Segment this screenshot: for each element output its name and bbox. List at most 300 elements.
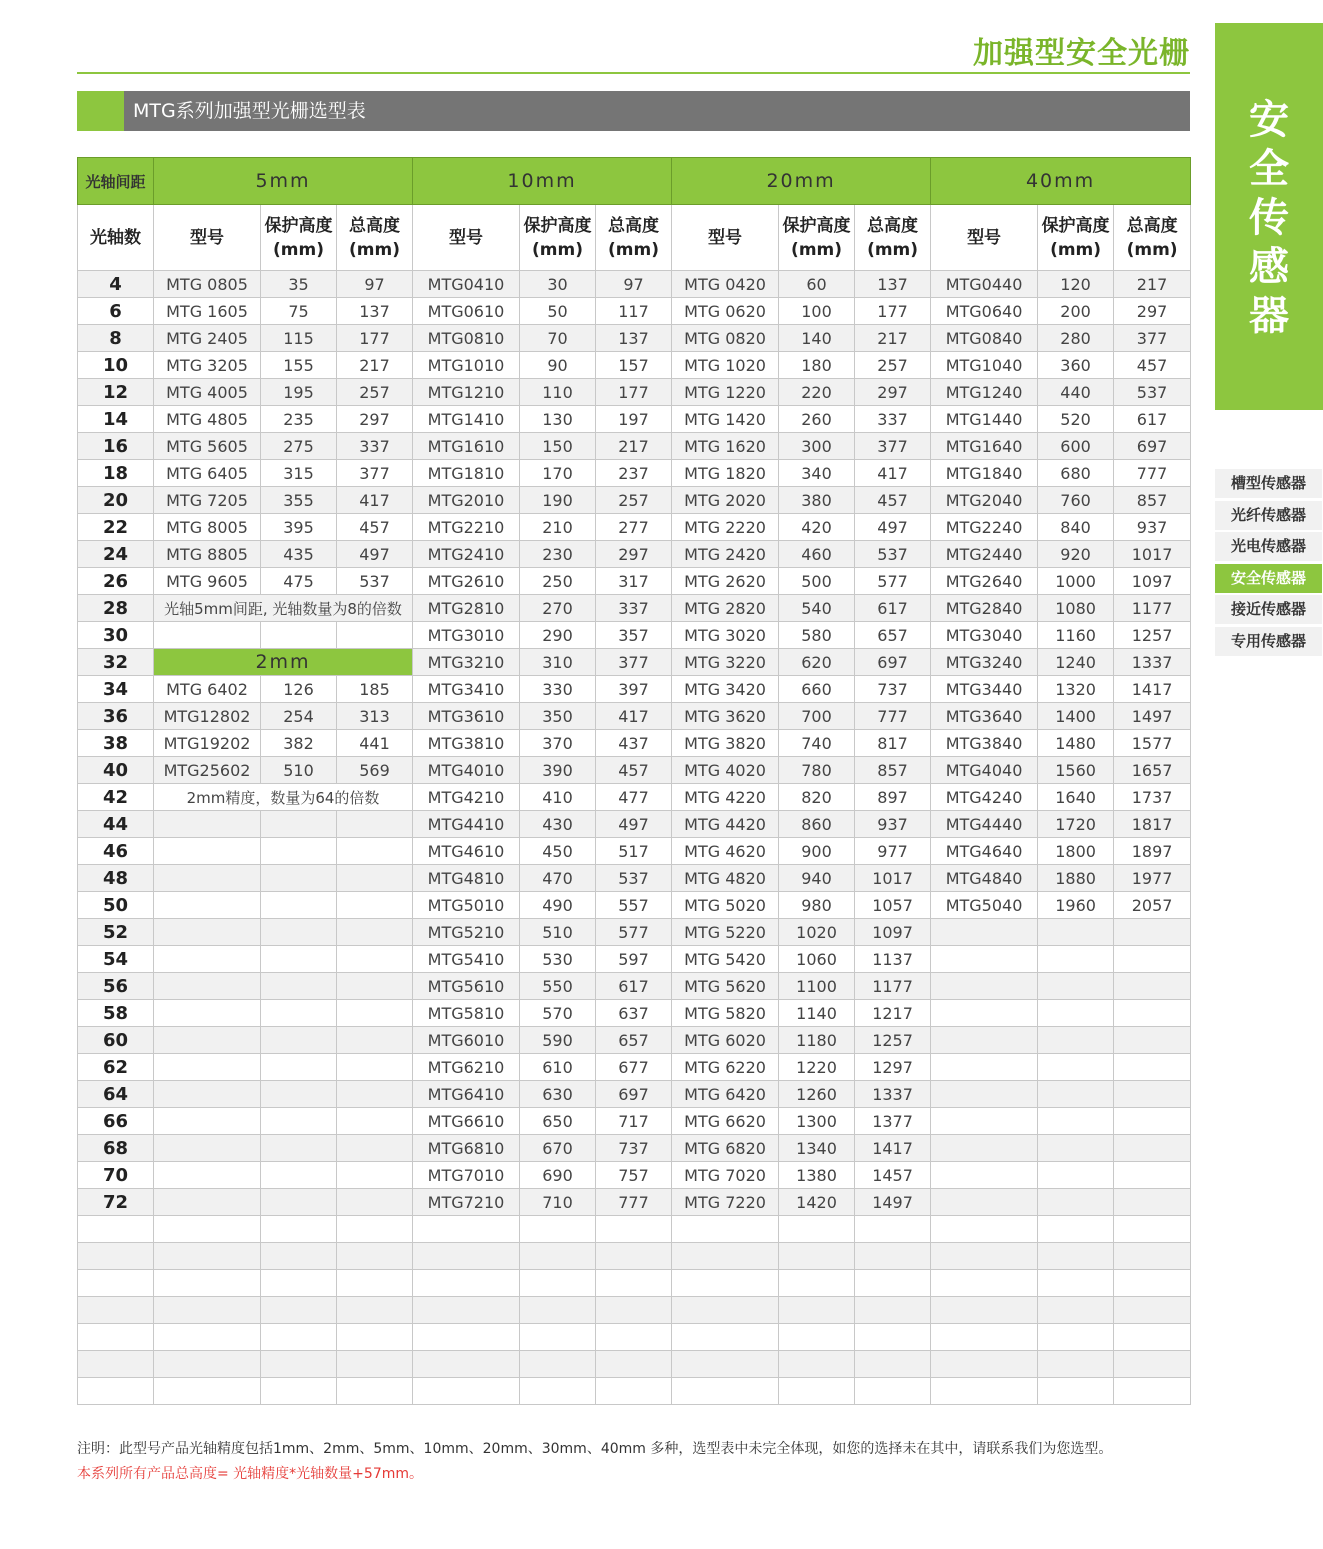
protect-height-cell: 580 xyxy=(779,622,855,649)
axis-count: 36 xyxy=(78,703,154,730)
empty-cell xyxy=(931,1054,1038,1081)
table-row xyxy=(78,649,1191,676)
protect-height-cell: 50 xyxy=(520,298,596,325)
axis-count: 44 xyxy=(78,811,154,838)
total-height-cell: 297 xyxy=(596,541,672,568)
empty-cell xyxy=(154,1378,261,1405)
model-cell: MTG12802 xyxy=(154,703,261,730)
empty-cell xyxy=(261,1324,337,1351)
total-height-cell: 177 xyxy=(855,298,931,325)
protect-height-cell: 1960 xyxy=(1038,892,1114,919)
model-cell: MTG6210 xyxy=(413,1054,520,1081)
model-cell: MTG0810 xyxy=(413,325,520,352)
table-row xyxy=(78,838,1191,865)
total-height-cell: 1377 xyxy=(855,1108,931,1135)
total-height-cell: 1417 xyxy=(1114,676,1191,703)
empty-cell xyxy=(78,1243,154,1270)
total-height-cell: 117 xyxy=(596,298,672,325)
total-height-cell: 777 xyxy=(855,703,931,730)
empty-cell xyxy=(931,1189,1038,1216)
model-cell: MTG1410 xyxy=(413,406,520,433)
empty-cell xyxy=(1114,1324,1191,1351)
axis-count: 28 xyxy=(78,595,154,622)
empty-cell xyxy=(154,1270,261,1297)
axis-count: 66 xyxy=(78,1108,154,1135)
side-char-0: 安 xyxy=(1249,97,1289,143)
model-cell: MTG 6420 xyxy=(672,1081,779,1108)
total-height-cell: 137 xyxy=(596,325,672,352)
protect-height-cell: 130 xyxy=(520,406,596,433)
empty-cell xyxy=(337,1162,413,1189)
empty-cell xyxy=(672,1297,779,1324)
empty-cell xyxy=(261,1351,337,1378)
empty-cell xyxy=(261,946,337,973)
model-cell: MTG 7020 xyxy=(672,1162,779,1189)
protect-height-cell: 510 xyxy=(261,757,337,784)
total-height-cell: 457 xyxy=(337,514,413,541)
empty-cell xyxy=(154,1000,261,1027)
nav-item-4[interactable]: 接近传感器 xyxy=(1215,595,1322,624)
empty-cell xyxy=(596,1270,672,1297)
protect-height-cell: 440 xyxy=(1038,379,1114,406)
total-height-cell: 1297 xyxy=(855,1054,931,1081)
model-cell: MTG2240 xyxy=(931,514,1038,541)
model-cell: MTG6810 xyxy=(413,1135,520,1162)
empty-cell xyxy=(261,865,337,892)
empty-cell xyxy=(154,865,261,892)
protect-height-cell: 390 xyxy=(520,757,596,784)
protect-height-cell: 230 xyxy=(520,541,596,568)
model-cell: MTG3640 xyxy=(931,703,1038,730)
empty-cell xyxy=(261,973,337,1000)
empty-cell xyxy=(931,1135,1038,1162)
empty-cell xyxy=(261,1378,337,1405)
protect-height-cell: 410 xyxy=(520,784,596,811)
nav-item-1[interactable]: 光纤传感器 xyxy=(1215,501,1322,530)
empty-cell xyxy=(337,811,413,838)
model-cell: MTG 4220 xyxy=(672,784,779,811)
protect-height-cell: 250 xyxy=(520,568,596,595)
model-cell: MTG 6020 xyxy=(672,1027,779,1054)
group-header-row xyxy=(78,158,1191,205)
section-accent xyxy=(77,91,124,131)
protect-height-cell: 940 xyxy=(779,865,855,892)
protect-height-cell: 980 xyxy=(779,892,855,919)
model-cell: MTG 5220 xyxy=(672,919,779,946)
empty-cell xyxy=(931,1351,1038,1378)
protect-height-cell: 900 xyxy=(779,838,855,865)
empty-cell xyxy=(261,1270,337,1297)
model-cell: MTG 1420 xyxy=(672,406,779,433)
empty-row xyxy=(78,1216,1191,1243)
total-height-cell: 257 xyxy=(596,487,672,514)
total-height-cell: 537 xyxy=(855,541,931,568)
model-cell: MTG3210 xyxy=(413,649,520,676)
table-row xyxy=(78,1054,1191,1081)
empty-cell xyxy=(931,1216,1038,1243)
column-header: 总高度(mm) xyxy=(337,205,413,271)
axis-count: 12 xyxy=(78,379,154,406)
empty-cell xyxy=(337,1351,413,1378)
model-cell: MTG0610 xyxy=(413,298,520,325)
model-cell: MTG 0820 xyxy=(672,325,779,352)
empty-cell xyxy=(154,1135,261,1162)
empty-cell xyxy=(931,1270,1038,1297)
model-cell: MTG 2220 xyxy=(672,514,779,541)
protect-height-cell: 1100 xyxy=(779,973,855,1000)
protect-height-cell: 275 xyxy=(261,433,337,460)
protect-height-cell: 860 xyxy=(779,811,855,838)
table-row xyxy=(78,514,1191,541)
model-cell: MTG 7220 xyxy=(672,1189,779,1216)
model-cell: MTG4210 xyxy=(413,784,520,811)
protect-height-cell: 340 xyxy=(779,460,855,487)
empty-cell xyxy=(931,1243,1038,1270)
empty-cell xyxy=(261,1054,337,1081)
group-header: 20mm xyxy=(672,158,931,205)
protect-height-cell: 1800 xyxy=(1038,838,1114,865)
table-row xyxy=(78,298,1191,325)
total-height-cell: 377 xyxy=(596,649,672,676)
empty-cell xyxy=(779,1297,855,1324)
empty-cell xyxy=(261,1135,337,1162)
total-height-cell: 417 xyxy=(855,460,931,487)
axis-count: 56 xyxy=(78,973,154,1000)
table-row xyxy=(78,730,1191,757)
table-row xyxy=(78,433,1191,460)
protect-height-cell: 300 xyxy=(779,433,855,460)
empty-cell xyxy=(931,973,1038,1000)
total-height-cell: 277 xyxy=(596,514,672,541)
table-row xyxy=(78,865,1191,892)
total-height-cell: 417 xyxy=(337,487,413,514)
axis-count: 24 xyxy=(78,541,154,568)
protect-height-cell: 430 xyxy=(520,811,596,838)
axis-count: 6 xyxy=(78,298,154,325)
model-cell: MTG3840 xyxy=(931,730,1038,757)
model-cell: MTG 1220 xyxy=(672,379,779,406)
protect-height-cell: 100 xyxy=(779,298,855,325)
empty-cell xyxy=(779,1270,855,1297)
total-height-cell: 297 xyxy=(855,379,931,406)
model-cell: MTG 2020 xyxy=(672,487,779,514)
axis-count: 72 xyxy=(78,1189,154,1216)
empty-cell xyxy=(672,1324,779,1351)
empty-cell xyxy=(78,1378,154,1405)
empty-cell xyxy=(520,1216,596,1243)
axis-count: 26 xyxy=(78,568,154,595)
empty-cell xyxy=(261,622,337,649)
model-cell: MTG 1605 xyxy=(154,298,261,325)
protect-height-cell: 170 xyxy=(520,460,596,487)
total-height-cell: 697 xyxy=(1114,433,1191,460)
empty-cell xyxy=(154,1027,261,1054)
axis-count: 34 xyxy=(78,676,154,703)
protect-height-cell: 220 xyxy=(779,379,855,406)
total-height-cell: 657 xyxy=(596,1027,672,1054)
empty-cell xyxy=(261,1000,337,1027)
model-cell: MTG 8805 xyxy=(154,541,261,568)
model-cell: MTG 2420 xyxy=(672,541,779,568)
protect-height-cell: 1320 xyxy=(1038,676,1114,703)
total-height-cell: 937 xyxy=(855,811,931,838)
protect-height-cell: 500 xyxy=(779,568,855,595)
model-cell: MTG1240 xyxy=(931,379,1038,406)
total-height-cell: 297 xyxy=(337,406,413,433)
empty-cell xyxy=(931,1027,1038,1054)
total-height-cell: 657 xyxy=(855,622,931,649)
axis-count: 16 xyxy=(78,433,154,460)
empty-cell xyxy=(1038,1378,1114,1405)
empty-cell xyxy=(337,1297,413,1324)
protect-height-cell: 600 xyxy=(1038,433,1114,460)
total-height-cell: 377 xyxy=(1114,325,1191,352)
table-row xyxy=(78,541,1191,568)
model-cell: MTG 3820 xyxy=(672,730,779,757)
axis-count: 32 xyxy=(78,649,154,676)
empty-cell xyxy=(261,919,337,946)
model-cell: MTG2410 xyxy=(413,541,520,568)
empty-cell xyxy=(337,946,413,973)
model-cell: MTG0440 xyxy=(931,271,1038,298)
protect-height-cell: 740 xyxy=(779,730,855,757)
empty-cell xyxy=(596,1216,672,1243)
empty-cell xyxy=(337,622,413,649)
protect-height-cell: 1880 xyxy=(1038,865,1114,892)
protect-height-cell: 1480 xyxy=(1038,730,1114,757)
nav-item-2[interactable]: 光电传感器 xyxy=(1215,532,1322,561)
empty-cell xyxy=(855,1216,931,1243)
axis-count: 62 xyxy=(78,1054,154,1081)
model-cell: MTG2440 xyxy=(931,541,1038,568)
empty-cell xyxy=(78,1270,154,1297)
model-cell: MTG3610 xyxy=(413,703,520,730)
total-height-cell: 697 xyxy=(596,1081,672,1108)
column-header: 型号 xyxy=(413,205,520,271)
total-height-cell: 1497 xyxy=(855,1189,931,1216)
total-height-cell: 569 xyxy=(337,757,413,784)
empty-cell xyxy=(1038,1351,1114,1378)
model-cell: MTG3240 xyxy=(931,649,1038,676)
nav-item-0[interactable]: 槽型传感器 xyxy=(1215,469,1322,498)
total-height-cell: 377 xyxy=(855,433,931,460)
total-height-cell: 177 xyxy=(337,325,413,352)
empty-cell xyxy=(78,1297,154,1324)
total-height-cell: 237 xyxy=(596,460,672,487)
empty-cell xyxy=(261,1027,337,1054)
total-height-cell: 537 xyxy=(596,865,672,892)
protect-height-cell: 1260 xyxy=(779,1081,855,1108)
empty-row xyxy=(78,1243,1191,1270)
total-height-cell: 937 xyxy=(1114,514,1191,541)
model-cell: MTG4610 xyxy=(413,838,520,865)
protect-height-cell: 1340 xyxy=(779,1135,855,1162)
protect-height-cell: 195 xyxy=(261,379,337,406)
total-height-cell: 617 xyxy=(855,595,931,622)
total-height-cell: 1177 xyxy=(855,973,931,1000)
empty-cell xyxy=(154,811,261,838)
empty-cell xyxy=(1114,1297,1191,1324)
protect-height-cell: 1560 xyxy=(1038,757,1114,784)
nav-item-3[interactable]: 安全传感器 xyxy=(1215,564,1322,593)
total-height-cell: 317 xyxy=(596,568,672,595)
side-char-4: 器 xyxy=(1249,293,1289,339)
empty-cell xyxy=(261,838,337,865)
empty-cell xyxy=(1114,1081,1191,1108)
total-height-cell: 437 xyxy=(596,730,672,757)
empty-cell xyxy=(1038,1189,1114,1216)
model-cell: MTG1840 xyxy=(931,460,1038,487)
protect-height-cell: 150 xyxy=(520,433,596,460)
footer-formula: 本系列所有产品总高度= 光轴精度*光轴数量+57mm。 xyxy=(77,1466,423,1482)
model-cell: MTG7210 xyxy=(413,1189,520,1216)
empty-cell xyxy=(337,865,413,892)
empty-cell xyxy=(1114,1216,1191,1243)
protect-height-cell: 710 xyxy=(520,1189,596,1216)
total-height-cell: 617 xyxy=(596,973,672,1000)
protect-height-cell: 380 xyxy=(779,487,855,514)
model-cell: MTG4840 xyxy=(931,865,1038,892)
empty-cell xyxy=(154,1081,261,1108)
axis-count: 4 xyxy=(78,271,154,298)
model-cell: MTG3440 xyxy=(931,676,1038,703)
total-height-cell: 977 xyxy=(855,838,931,865)
protect-height-cell: 840 xyxy=(1038,514,1114,541)
empty-cell xyxy=(154,946,261,973)
empty-cell xyxy=(413,1270,520,1297)
model-cell: MTG2210 xyxy=(413,514,520,541)
total-height-cell: 1337 xyxy=(1114,649,1191,676)
total-height-cell: 677 xyxy=(596,1054,672,1081)
model-cell: MTG2640 xyxy=(931,568,1038,595)
protect-height-cell: 126 xyxy=(261,676,337,703)
total-height-cell: 717 xyxy=(596,1108,672,1135)
protect-height-cell: 1000 xyxy=(1038,568,1114,595)
model-cell: MTG6610 xyxy=(413,1108,520,1135)
empty-cell xyxy=(337,919,413,946)
empty-cell xyxy=(413,1216,520,1243)
empty-cell xyxy=(931,1324,1038,1351)
empty-cell xyxy=(337,1324,413,1351)
empty-cell xyxy=(154,1189,261,1216)
protect-height-cell: 420 xyxy=(779,514,855,541)
total-height-cell: 1497 xyxy=(1114,703,1191,730)
empty-cell xyxy=(672,1216,779,1243)
empty-cell xyxy=(154,1324,261,1351)
model-cell: MTG5810 xyxy=(413,1000,520,1027)
empty-cell xyxy=(1038,1243,1114,1270)
protect-height-cell: 360 xyxy=(1038,352,1114,379)
protect-height-cell: 1720 xyxy=(1038,811,1114,838)
total-height-cell: 1337 xyxy=(855,1081,931,1108)
protect-height-cell: 650 xyxy=(520,1108,596,1135)
empty-cell xyxy=(596,1351,672,1378)
model-cell: MTG5040 xyxy=(931,892,1038,919)
empty-cell xyxy=(1114,1000,1191,1027)
empty-cell xyxy=(154,1054,261,1081)
model-cell: MTG5410 xyxy=(413,946,520,973)
table-row xyxy=(78,622,1191,649)
axis-count: 50 xyxy=(78,892,154,919)
table-row xyxy=(78,352,1191,379)
table-row xyxy=(78,325,1191,352)
protect-height-cell: 155 xyxy=(261,352,337,379)
total-height-cell: 1417 xyxy=(855,1135,931,1162)
empty-cell xyxy=(1114,1351,1191,1378)
model-cell: MTG 0420 xyxy=(672,271,779,298)
count-header: 光轴数 xyxy=(78,205,154,271)
empty-cell xyxy=(596,1324,672,1351)
model-cell: MTG 5820 xyxy=(672,1000,779,1027)
total-height-cell: 597 xyxy=(596,946,672,973)
empty-cell xyxy=(596,1297,672,1324)
total-height-cell: 617 xyxy=(1114,406,1191,433)
empty-cell xyxy=(1038,946,1114,973)
table-row xyxy=(78,568,1191,595)
axis-count: 8 xyxy=(78,325,154,352)
total-height-cell: 477 xyxy=(596,784,672,811)
model-cell: MTG0840 xyxy=(931,325,1038,352)
note-5mm: 光轴5mm间距, 光轴数量为8的倍数 xyxy=(154,595,413,622)
empty-cell xyxy=(520,1351,596,1378)
protect-height-cell: 540 xyxy=(779,595,855,622)
total-height-cell: 177 xyxy=(596,379,672,406)
total-height-cell: 497 xyxy=(596,811,672,838)
page-title: 加强型安全光栅 xyxy=(973,36,1190,71)
model-cell: MTG 6620 xyxy=(672,1108,779,1135)
empty-cell xyxy=(78,1351,154,1378)
total-height-cell: 377 xyxy=(337,460,413,487)
empty-cell xyxy=(413,1297,520,1324)
protect-height-cell: 60 xyxy=(779,271,855,298)
protect-height-cell: 1220 xyxy=(779,1054,855,1081)
protect-height-cell: 1380 xyxy=(779,1162,855,1189)
protect-height-cell: 670 xyxy=(520,1135,596,1162)
protect-height-cell: 395 xyxy=(261,514,337,541)
empty-cell xyxy=(261,1162,337,1189)
nav-item-5[interactable]: 专用传感器 xyxy=(1215,627,1322,656)
axis-count: 40 xyxy=(78,757,154,784)
empty-cell xyxy=(337,1189,413,1216)
model-cell: MTG5210 xyxy=(413,919,520,946)
total-height-cell: 457 xyxy=(1114,352,1191,379)
table-row xyxy=(78,271,1191,298)
side-char-2: 传 xyxy=(1249,195,1289,241)
empty-cell xyxy=(261,811,337,838)
empty-cell xyxy=(1114,946,1191,973)
protect-height-cell: 520 xyxy=(1038,406,1114,433)
column-header: 保护高度(mm) xyxy=(1038,205,1114,271)
total-height-cell: 441 xyxy=(337,730,413,757)
protect-height-cell: 1640 xyxy=(1038,784,1114,811)
empty-cell xyxy=(154,1297,261,1324)
empty-cell xyxy=(931,1000,1038,1027)
empty-cell xyxy=(1114,1054,1191,1081)
total-height-cell: 357 xyxy=(596,622,672,649)
total-height-cell: 217 xyxy=(855,325,931,352)
total-height-cell: 97 xyxy=(596,271,672,298)
empty-cell xyxy=(1114,1189,1191,1216)
empty-cell xyxy=(337,1108,413,1135)
protect-height-cell: 1160 xyxy=(1038,622,1114,649)
table-row xyxy=(78,1162,1191,1189)
group-header-2mm: 2mm xyxy=(154,649,413,676)
empty-cell xyxy=(337,892,413,919)
model-cell: MTG4410 xyxy=(413,811,520,838)
empty-cell xyxy=(337,1216,413,1243)
model-cell: MTG 1620 xyxy=(672,433,779,460)
model-cell: MTG25602 xyxy=(154,757,261,784)
